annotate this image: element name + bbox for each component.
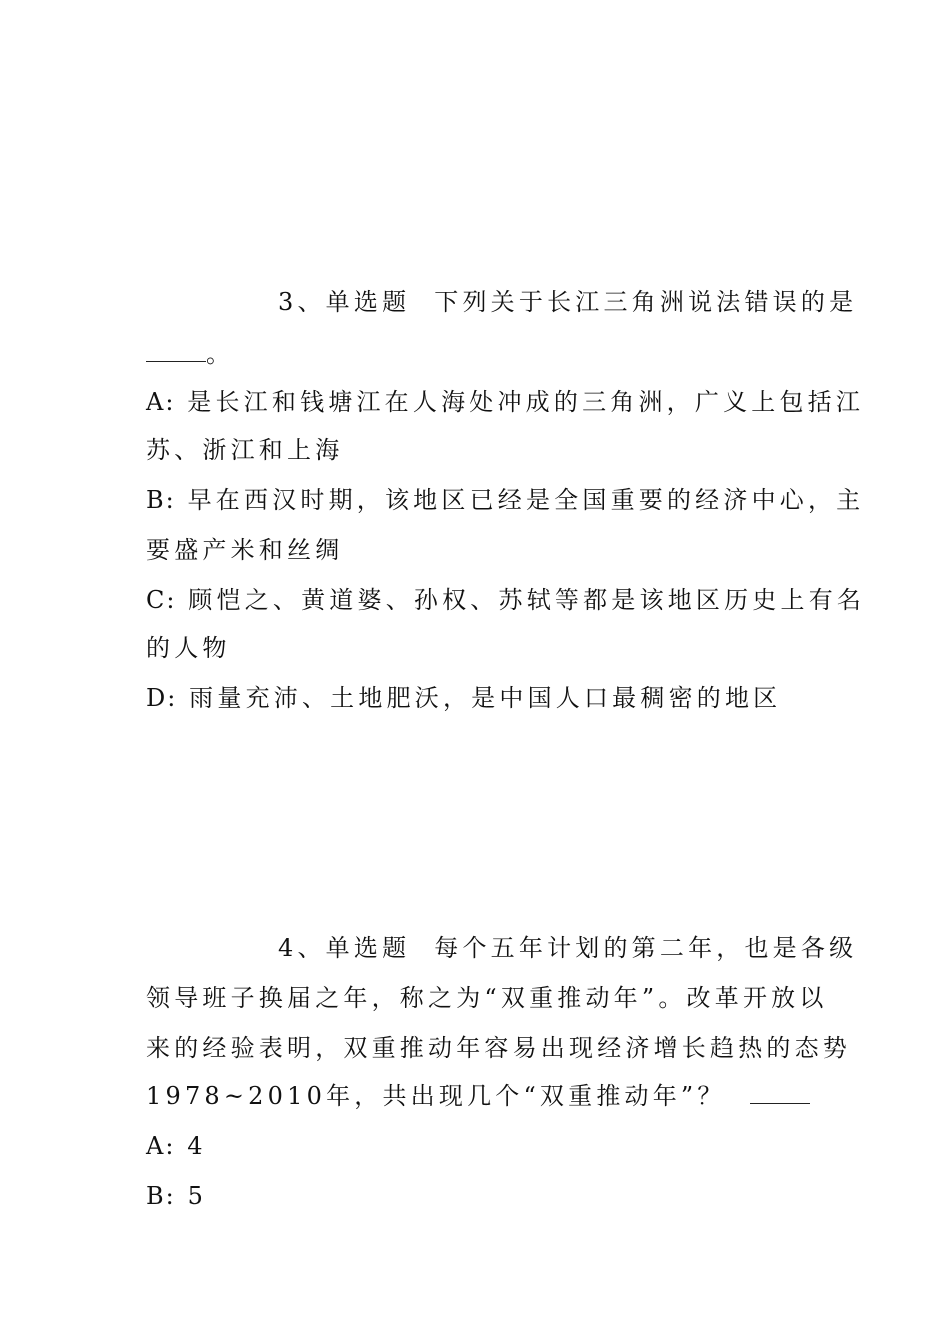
question-3-option-b <box>146 484 865 516</box>
question-4-stem-line-3 <box>146 1032 851 1064</box>
question-3-stem-line-2 <box>146 338 806 370</box>
question-4-stem-line-4 <box>146 1080 806 1112</box>
q4-option-b-text: 5 <box>187 1182 208 1210</box>
question-4-stem-line-1 <box>278 932 858 964</box>
question-3-stem-suffix: 。 <box>206 340 235 368</box>
question-4-stem-4: 1978~2010年，共出现几个“双重推动年”？ <box>146 1082 726 1110</box>
q4-option-a-text: 4 <box>187 1132 207 1160</box>
option-c-text-1: 顾恺之、黄道婆、孙权、苏轼等都是该地区历史上有名 <box>188 586 866 614</box>
question-4-stem-3: 来的经验表明，双重推动年容易出现经济增长趋热的态势 <box>146 1034 851 1062</box>
question-3-option-d <box>146 682 806 714</box>
question-3-option-c-cont <box>146 632 806 664</box>
option-a-label: A: <box>146 388 176 416</box>
option-c-label: C: <box>146 586 177 614</box>
option-d-text-1: 雨量充沛、土地肥沃，是中国人口最稠密的地区 <box>189 684 782 712</box>
option-a-text-2: 苏、浙江和上海 <box>146 436 344 464</box>
question-3-stem-line-1 <box>278 286 858 318</box>
option-a-text-1: 是长江和钱塘江在人海处冲成的三角洲，广义上包括江 <box>187 388 865 416</box>
question-4-option-a <box>146 1130 806 1162</box>
q4-option-a-label: A: <box>146 1132 176 1160</box>
question-4-stem-1: 每个五年计划的第二年，也是各级 <box>434 934 858 962</box>
question-3-option-a <box>146 386 865 418</box>
option-c-text-2: 的人物 <box>146 634 231 662</box>
question-3-option-c <box>146 584 866 616</box>
option-b-text-2: 要盛产米和丝绸 <box>146 536 344 564</box>
answer-blank <box>750 1083 810 1104</box>
option-b-label: B: <box>146 486 176 514</box>
question-4-option-b <box>146 1180 806 1212</box>
answer-blank <box>146 341 206 362</box>
question-3-option-a-cont <box>146 434 806 466</box>
question-3-number: 3、单选题 <box>278 288 411 316</box>
option-d-label: D: <box>146 684 178 712</box>
question-4-stem-line-2 <box>146 982 828 1014</box>
option-b-text-1: 早在西汉时期，该地区已经是全国重要的经济中心，主 <box>187 486 865 514</box>
q4-option-b-label: B: <box>146 1182 176 1210</box>
question-3-option-b-cont <box>146 534 806 566</box>
question-4-stem-2: 领导班子换届之年，称之为“双重推动年”。改革开放以 <box>146 984 828 1012</box>
question-3-stem: 下列关于长江三角洲说法错误的是 <box>434 288 858 316</box>
question-4-number: 4、单选题 <box>278 934 411 962</box>
